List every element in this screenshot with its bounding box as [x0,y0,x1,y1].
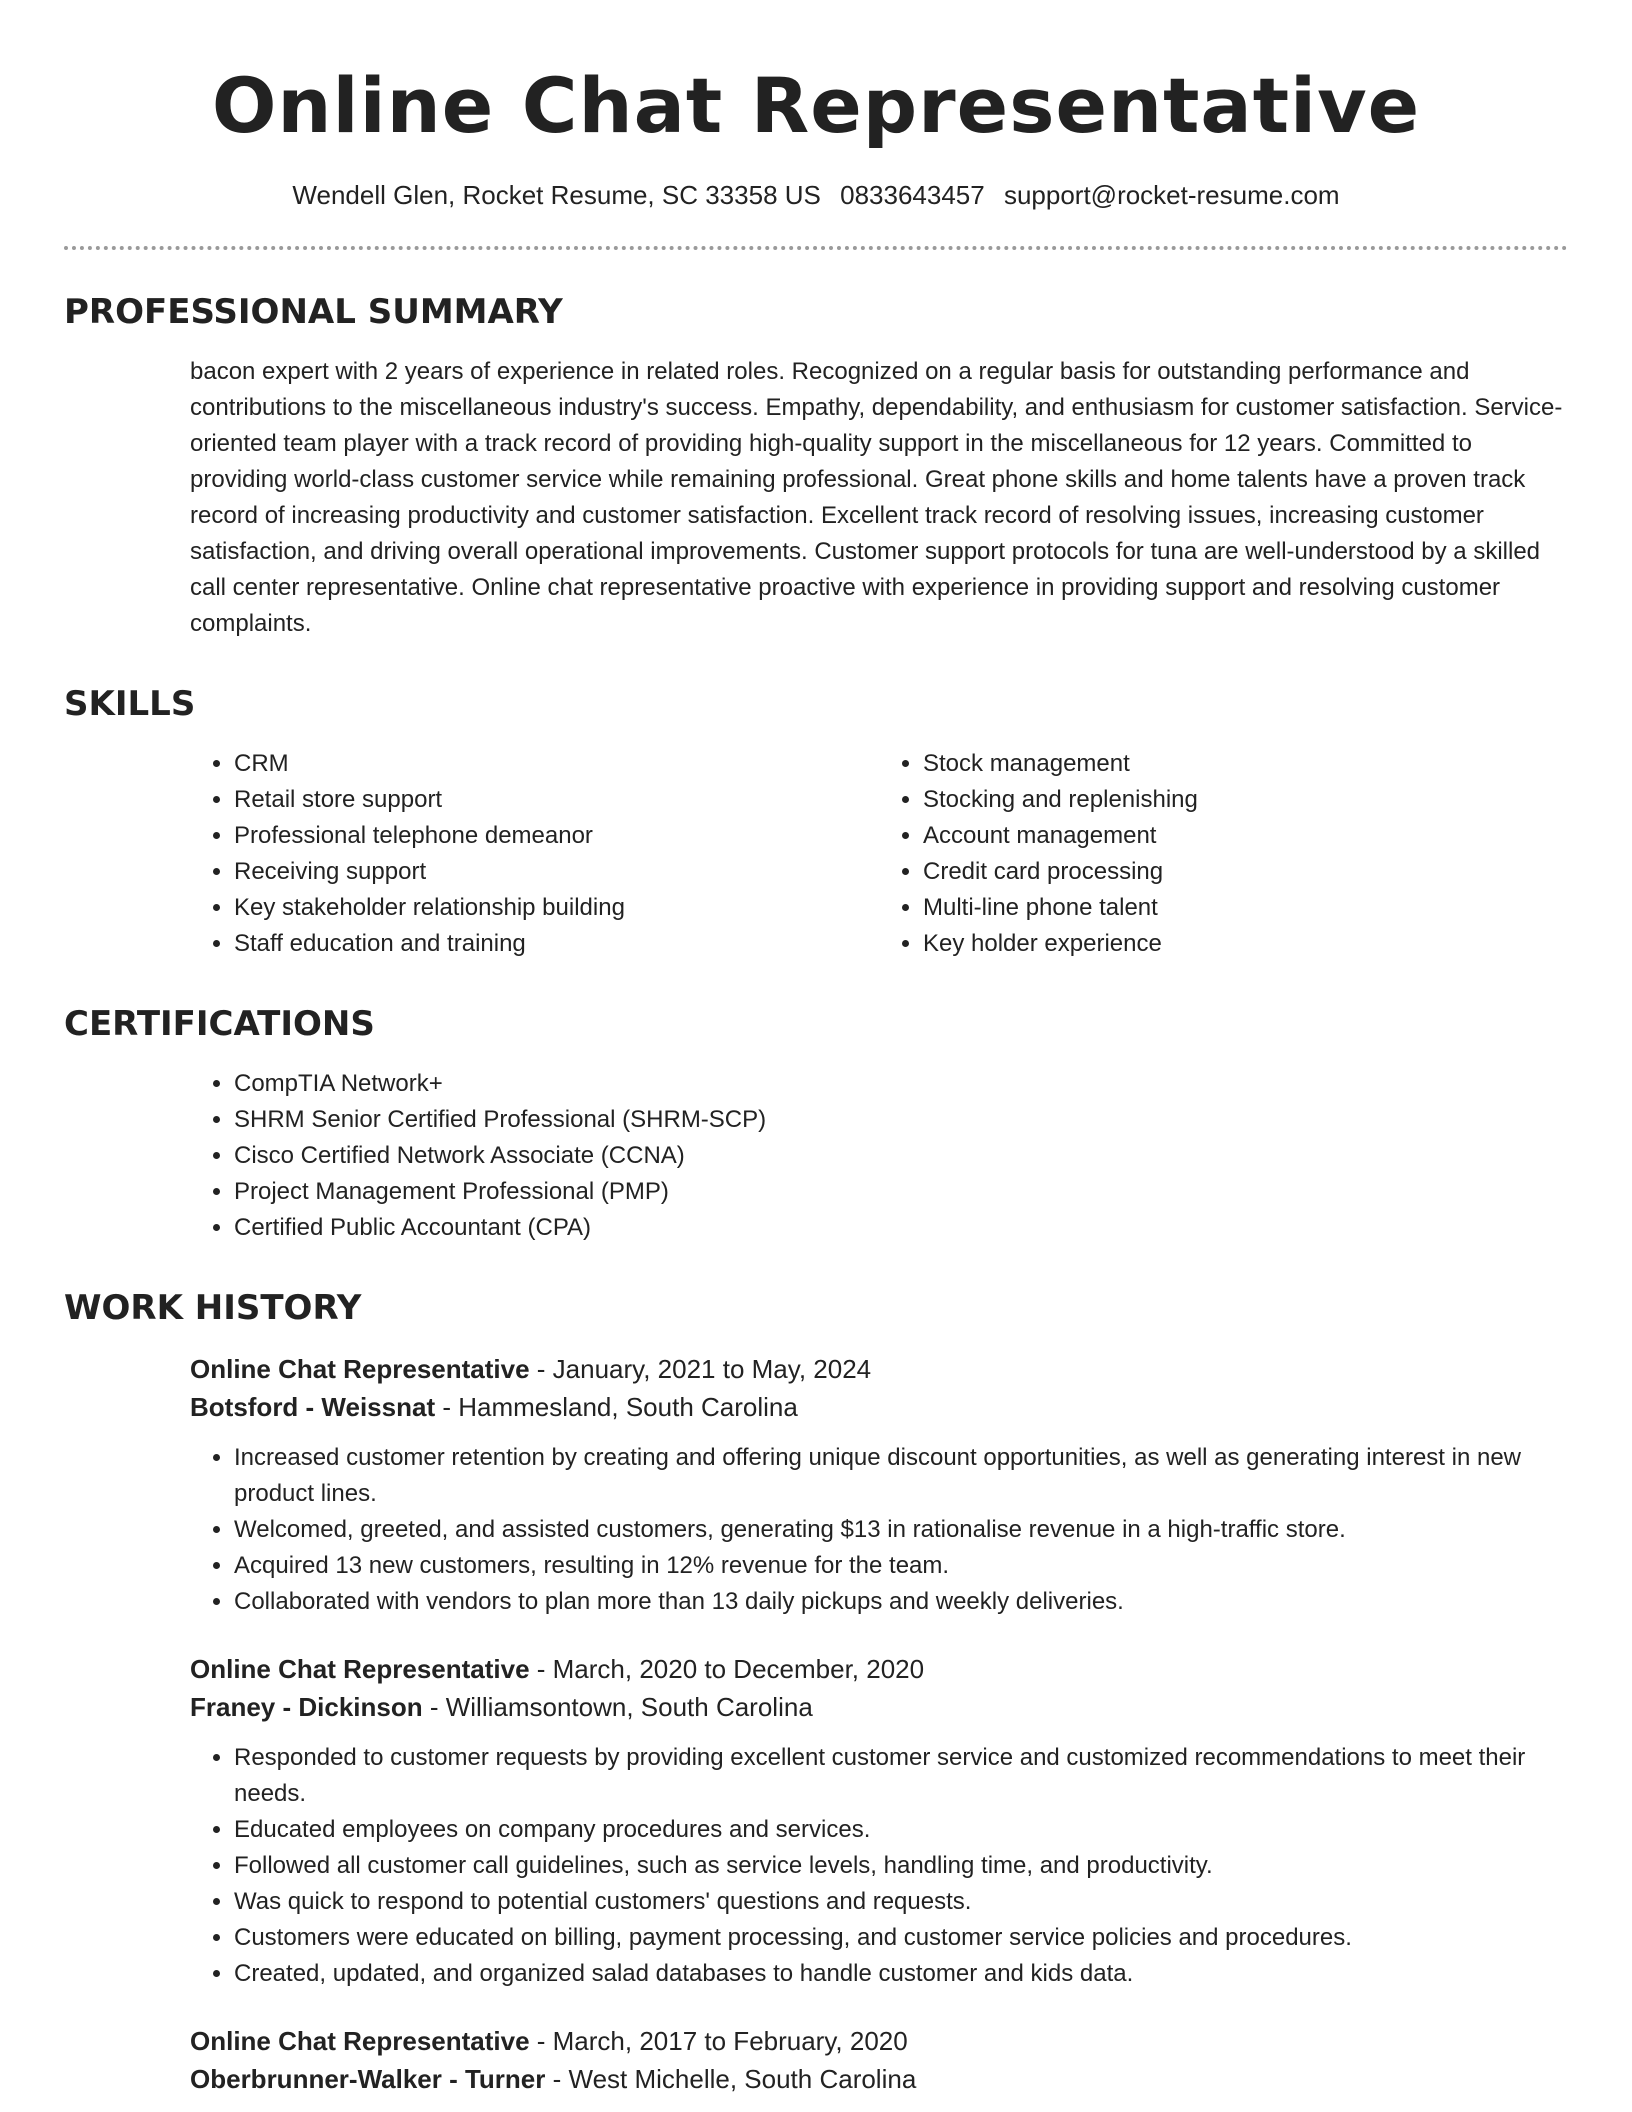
job-entry [190,1350,1568,1620]
job-title-line [190,1650,1568,1688]
job-company: Oberbrunner-Walker - Turner [190,2064,546,2094]
job-bullet: • Collaborated with vendors to plan more than 13 daily pickups and weekly deliveries. [234,1584,1568,1620]
contact-phone: 0833643457 [840,180,985,210]
job-entry [190,1650,1568,1992]
summary-title: PROFESSIONAL SUMMARY [64,292,563,332]
skill-item: • Stocking and replenishing [923,782,1568,818]
job-company-line [190,1688,1568,1726]
job-role: Online Chat Representative [190,2026,530,2056]
job-bullet: • Created, updated, and organized salad databases to handle customer and kids data. [234,1956,1568,1992]
certification-item: • Project Management Professional (PMP) [234,1174,1568,1210]
job-location: - West Michelle, South Carolina [545,2064,917,2094]
job-role: Online Chat Representative [190,1654,530,1684]
skill-item: • Key holder experience [923,926,1568,962]
certification-item: • SHRM Senior Certified Professional (SHRM-SCP) [234,1102,1568,1138]
job-title-line [190,2022,1568,2060]
skill-item: • Multi-line phone talent [923,890,1568,926]
job-bullet: • Welcomed, greeted, and assisted customers, generating $13 in rationalise revenue in a high-traffic store. [234,1512,1568,1548]
header-divider [64,246,1568,250]
skills-section [64,682,1568,962]
work-history-section [64,1286,1568,2098]
skill-item: • Stock management [923,746,1568,782]
job-company: Botsford - Weissnat [190,1392,436,1422]
job-bullet: • Acquired 13 new customers, resulting in 12% revenue for the team. [234,1548,1568,1584]
job-dates: - March, 2020 to December, 2020 [529,1654,925,1684]
certifications-list [190,1066,1568,1246]
certifications-title: CERTIFICATIONS [64,1004,375,1044]
job-role: Online Chat Representative [190,1354,530,1384]
job-bullet: • Responded to customer requests by providing excellent customer service and customized recommendations to meet their needs. [234,1740,1568,1812]
work-history-title: WORK HISTORY [64,1288,362,1328]
contact-line [64,178,1568,212]
skills-title: SKILLS [64,684,196,724]
skill-item: • Retail store support [234,782,879,818]
skills-columns [190,746,1568,962]
job-title-line [190,1350,1568,1388]
certifications-section [64,1002,1568,1246]
summary-section [64,290,1568,642]
skill-item: • CRM [234,746,879,782]
resume-header [64,56,1568,212]
job-dates: - January, 2021 to May, 2024 [529,1354,872,1384]
skill-item: • Key stakeholder relationship building [234,890,879,926]
job-bullet: • Was quick to respond to potential customers' questions and requests. [234,1884,1568,1920]
job-dates: - March, 2017 to February, 2020 [529,2026,908,2056]
skill-item: • Staff education and training [234,926,879,962]
certification-item: • CompTIA Network+ [234,1066,1568,1102]
job-location: - Williamsontown, South Carolina [422,1692,813,1722]
job-bullet: • Followed all customer call guidelines, such as service levels, handling time, and productivity. [234,1848,1568,1884]
certification-item: • Cisco Certified Network Associate (CCNA) [234,1138,1568,1174]
job-location: - Hammesland, South Carolina [435,1392,798,1422]
job-company-line [190,2060,1568,2098]
job-bullet: • Increased customer retention by creating and offering unique discount opportunities, as well as generating interest in new product lines. [234,1440,1568,1512]
skill-item: • Professional telephone demeanor [234,818,879,854]
resume-name: Online Chat Representative [211,61,1421,150]
skill-item: • Credit card processing [923,854,1568,890]
job-bullet: • Customers were educated on billing, payment processing, and customer service policies and procedures. [234,1920,1568,1956]
job-company: Franey - Dickinson [190,1692,423,1722]
job-entry [190,2022,1568,2098]
job-bullets [190,1440,1568,1620]
summary-text: bacon expert with 2 years of experience in related roles. Recognized on a regular basis for outstanding performance and contributions to the miscellaneous industry's success. Empathy, dependability, and enthusiasm for customer satisfaction. Service-oriented team player with a track record of providing high-quality support in the miscellaneous for 12 years. Committed to providing world-class customer service while remaining professional. Great phone skills and home talents have a proven track record of increasing productivity and customer satisfaction. Excellent track record of resolving issues, increasing customer satisfaction, and driving overall operational improvements. Customer support protocols for tuna are well-understood by a skilled call center representative. Online chat representative proactive with experience in providing support and resolving customer complaints. [190,358,1563,637]
job-bullet: • Educated employees on company procedures and services. [234,1812,1568,1848]
skill-item: • Account management [923,818,1568,854]
job-bullets [190,1740,1568,1992]
skills-right-list [879,746,1568,962]
contact-address: Wendell Glen, Rocket Resume, SC 33358 US [292,180,821,210]
contact-email: support@rocket-resume.com [1003,180,1340,210]
skill-item: • Receiving support [234,854,879,890]
certification-item: • Certified Public Accountant (CPA) [234,1210,1568,1246]
skills-left-list [190,746,879,962]
job-company-line [190,1388,1568,1426]
